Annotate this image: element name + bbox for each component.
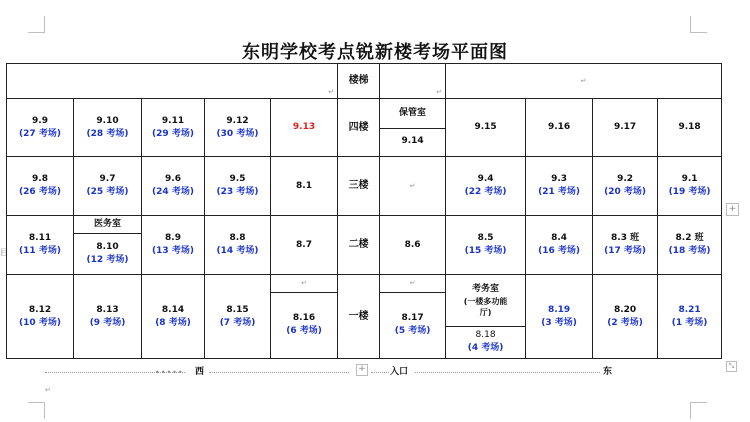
exam-site: (14 考场): [216, 246, 259, 256]
exam-site: (16 考场): [538, 246, 580, 256]
room-cell: [142, 99, 205, 157]
room-cell: [7, 157, 74, 216]
floor-2-label: 二楼: [348, 239, 369, 250]
room-number: 8.13: [96, 304, 119, 315]
room-number: 8.1: [296, 180, 312, 191]
room-number: 9.5: [229, 174, 246, 184]
exam-site: (15 考场): [464, 246, 507, 256]
table-resize-handle[interactable]: ⤡: [726, 361, 737, 372]
header-west-cell: [7, 64, 338, 99]
room-number: 8.19: [547, 304, 571, 315]
storage-room-bottom: [380, 128, 445, 157]
exam-site: (28 考场): [86, 128, 129, 139]
dotted-line: [209, 372, 349, 373]
room-cell: [658, 157, 722, 216]
exam-site: (12 考场): [86, 254, 129, 265]
room-cell: [271, 157, 338, 216]
room-cell: [74, 99, 142, 157]
exam-office-note: 厅): [479, 308, 492, 318]
table-add-column-handle[interactable]: +: [726, 203, 739, 216]
room-cell-split: [380, 275, 446, 359]
exam-office-note: (一楼多功能: [463, 297, 508, 307]
room-cell: [205, 99, 271, 157]
exam-office-bottom: [446, 326, 525, 358]
room-cell: [446, 216, 526, 275]
exam-site: (5 考场): [394, 325, 431, 336]
east-label: 东: [603, 367, 613, 377]
room-number: 9.16: [547, 122, 571, 132]
room-number: 8.12: [28, 304, 52, 315]
room-number: 9.8: [32, 174, 48, 184]
floor-1-row: [7, 275, 722, 359]
room-cell: [205, 275, 271, 359]
room-cell: [593, 275, 658, 359]
room-number: 8.7: [296, 239, 312, 250]
floor-label-cell: [338, 275, 380, 359]
room-number-highlight: 9.13: [292, 122, 316, 132]
room-number: 8.14: [161, 304, 185, 315]
room-cell: [526, 275, 593, 359]
room-number: 8.17: [401, 312, 424, 323]
room-number: 9.9: [32, 115, 48, 126]
exam-site: (6 考场): [286, 325, 322, 336]
room-cell: [205, 157, 271, 216]
floor-label-cell: [338, 99, 380, 157]
crop-mark-top-left: [28, 16, 45, 33]
stairs-label: 楼梯: [348, 75, 369, 86]
header-row: [7, 64, 722, 99]
room-number: 9.4: [477, 174, 494, 184]
room-number: 8.9: [165, 233, 181, 243]
floor-3-row: [7, 157, 722, 216]
exam-office-label: 考务室: [472, 284, 500, 295]
room-number: 8.18: [475, 330, 496, 341]
room-cell: [142, 275, 205, 359]
room-number: 9.14: [401, 136, 424, 147]
room-number: 8.8: [229, 233, 246, 243]
room-cell: [593, 157, 658, 216]
floor-3-label: 三楼: [348, 180, 369, 191]
exam-site: (29 考场): [152, 128, 194, 139]
exam-site: (10 考场): [19, 317, 61, 328]
clinic-cell: [74, 216, 142, 275]
exam-site: (30 考场): [216, 128, 259, 139]
exam-site: (19 考场): [668, 187, 711, 197]
exam-office-top: [446, 275, 525, 327]
room-number: 9.17: [613, 122, 637, 132]
room-cell-split: [271, 275, 338, 359]
exam-site: (4 考场): [467, 343, 504, 354]
room-cell: [658, 99, 722, 157]
room-cell: [446, 99, 526, 157]
room-cell: [142, 216, 205, 275]
exam-site: (7 考场): [219, 317, 256, 328]
room-cell: [526, 157, 593, 216]
room-number: 8.2 班: [675, 233, 704, 243]
room-number: 8.21: [678, 304, 701, 315]
room-cell: [74, 275, 142, 359]
room-cell: [593, 216, 658, 275]
room-number: 8.5: [477, 233, 494, 243]
room-number: 8.20: [613, 304, 637, 315]
clinic-label: 医务室: [93, 219, 121, 230]
exam-site: (26 考场): [19, 187, 61, 197]
paragraph-mark: ↵: [328, 88, 335, 96]
direction-bar: [45, 366, 615, 380]
exam-site: (24 考场): [152, 187, 194, 197]
room-split-bottom: [271, 292, 337, 358]
exam-site: (13 考场): [152, 246, 194, 256]
room-cell: [7, 275, 74, 359]
paragraph-mark: ↵: [409, 279, 416, 288]
room-number: 8.16: [292, 312, 316, 323]
room-cell: [446, 157, 526, 216]
floor-4-label: 四楼: [348, 121, 369, 133]
crop-mark-bottom-left: [28, 402, 45, 419]
clinic-top: [74, 216, 141, 234]
room-cell: [7, 99, 74, 157]
exam-site: (27 考场): [19, 128, 61, 139]
clinic-bottom: [74, 233, 141, 274]
exam-site: (8 考场): [155, 317, 191, 328]
west-label: 西: [195, 367, 205, 377]
room-number: 8.4: [551, 233, 568, 243]
crop-mark-bottom-right: [690, 402, 707, 419]
entrance-label: 入口: [390, 367, 409, 377]
exam-site: (11 考场): [19, 246, 61, 256]
left-margin-mark: 目: [0, 248, 8, 257]
room-cell: [205, 216, 271, 275]
empty-cell: [380, 157, 446, 216]
exam-site: (25 考场): [86, 187, 129, 197]
exam-site: (23 考场): [216, 187, 259, 197]
room-cell: [7, 216, 74, 275]
room-cell: [593, 99, 658, 157]
exam-site: (9 考场): [89, 317, 126, 328]
room-cell: [526, 99, 593, 157]
room-number: 8.10: [96, 241, 119, 252]
floor-label-cell: [338, 216, 380, 275]
room-number: 9.7: [99, 174, 116, 184]
paragraph-mark: ↵: [580, 77, 587, 85]
paragraph-mark: ↵: [45, 386, 51, 394]
header-mid-cell: [380, 64, 446, 99]
dotted-line: [371, 372, 389, 373]
exam-office-cell: [446, 275, 526, 359]
room-number: 8.11: [28, 233, 52, 243]
room-cell: [658, 275, 722, 359]
paragraph-mark: ↵: [409, 182, 416, 190]
room-number: 9.18: [678, 122, 701, 132]
dotted-line: [415, 372, 600, 373]
floor-1-label: 一楼: [348, 310, 369, 322]
room-number: 8.15: [226, 304, 249, 315]
table-add-row-handle[interactable]: +: [356, 364, 368, 376]
storage-room-label: 保管室: [399, 107, 427, 118]
floor-4-row: [7, 99, 722, 157]
room-cell: [271, 216, 338, 275]
room-cell: [658, 216, 722, 275]
paragraph-mark: ↵: [301, 279, 307, 288]
room-number: 9.6: [165, 174, 181, 184]
crop-mark-top-right: [690, 16, 707, 33]
room-split-bottom: [380, 292, 445, 358]
room-split-top: [271, 275, 337, 293]
exam-site: (21 考场): [538, 187, 580, 197]
dot-cluster: •••••: [155, 368, 184, 377]
floor-2-row: [7, 216, 722, 275]
room-number: 9.10: [96, 115, 119, 126]
header-east-cell: [446, 64, 722, 99]
room-number: 9.12: [226, 115, 249, 126]
room-number: 9.2: [617, 174, 634, 184]
room-cell: [142, 157, 205, 216]
room-number: 9.1: [681, 174, 698, 184]
storage-room-top: [380, 99, 445, 129]
exam-site: (20 考场): [604, 187, 646, 197]
exam-site: (17 考场): [604, 246, 646, 256]
exam-site: (3 考场): [541, 317, 577, 328]
room-cell: [526, 216, 593, 275]
exam-site: (1 考场): [671, 317, 708, 328]
room-number: 9.11: [161, 115, 185, 126]
room-number: 9.3: [551, 174, 568, 184]
storage-cell: [380, 99, 446, 157]
room-split-top: [380, 275, 445, 293]
room-number: 9.15: [474, 122, 497, 132]
room-number: 8.6: [404, 239, 421, 250]
exam-site: (18 考场): [668, 246, 711, 256]
paragraph-mark: ↵: [436, 88, 443, 96]
room-cell: [380, 216, 446, 275]
floor-plan-table: [6, 63, 722, 359]
room-number: 8.3 班: [611, 233, 640, 243]
exam-site: (2 考场): [607, 317, 643, 328]
page-title: 东明学校考点锐新楼考场平面图: [242, 42, 508, 63]
room-cell: [271, 99, 338, 157]
exam-site: (22 考场): [464, 187, 507, 197]
header-stairs-cell: [338, 64, 380, 99]
floor-label-cell: [338, 157, 380, 216]
room-cell: [74, 157, 142, 216]
